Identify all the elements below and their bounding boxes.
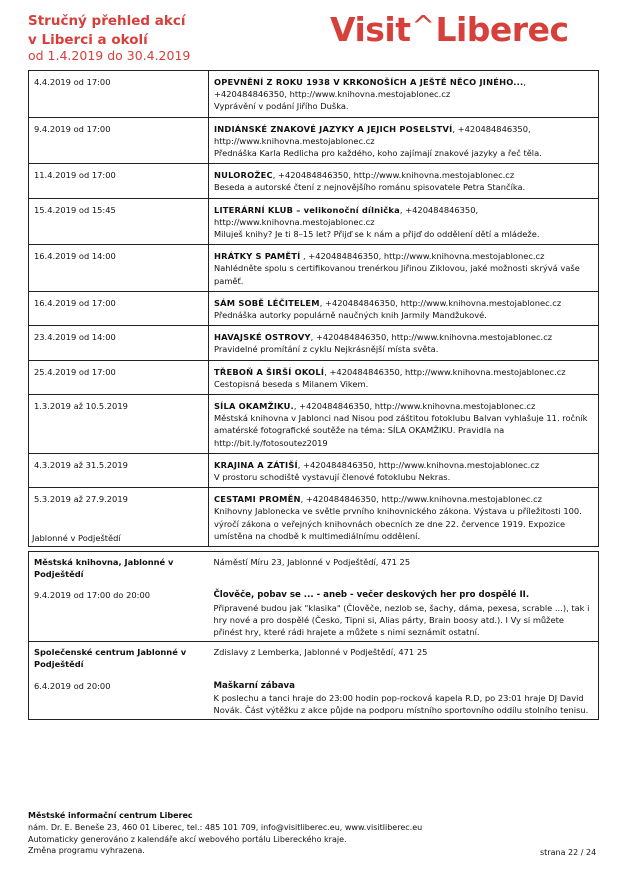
venue-event-desc: K poslechu a tanci hraje do 23:00 hodin pop-rocková kapela R.D, po 23:01 hraje DJ David Novák. Část výtěžku z akce půjde na podporu místního sportovního oddílu stolního tenisu. — [213, 692, 589, 716]
event-row — [29, 395, 599, 454]
page-number: strana 22 / 24 — [540, 848, 597, 857]
event-description: Pravidelné promítání z cyklu Nejkrásnější místa světa. — [214, 344, 439, 355]
event-date: 9.4.2019 od 17:00 — [29, 117, 209, 164]
venue-event-desc: Připravené budou jak "klasika" (Člověče, nezlob se, šachy, dáma, pexesa, scrable ...), tak i hry nové a pro dospělé (Česko, Tipni si, Alias párty, Brain boosy atd.). I Vy si můžete přinést hry, které rádi hrajete a můžete s nimi seznámit ostatní. — [213, 602, 590, 638]
event-description: Knihovny Jablonecka ve světle prvního knihovnického zákona. Výstava u příležitosti 100. výročí zákona o veřejných knihovnách obecních ze dne 22. července 1919. Expozice umístěna na chodbě k multimediálnímu oddělení. — [214, 506, 582, 541]
event-date: 4.3.2019 až 31.5.2019 — [29, 453, 209, 487]
document-title — [28, 12, 328, 50]
event-date: 25.4.2019 od 17:00 — [29, 360, 209, 394]
date-range: od 1.4.2019 do 30.4.2019 — [28, 48, 191, 63]
event-row — [29, 360, 599, 394]
event-contact: , +420484846350, http://www.knihovna.mestojablonec.cz — [214, 204, 479, 227]
event-title: KRAJINA A ZÁTIŠÍ — [214, 459, 298, 470]
title-line-1: Stručný přehled akcí — [28, 13, 186, 29]
venue-event-row — [29, 583, 599, 641]
event-title: HRÁTKY S PAMĚTÍ — [214, 251, 301, 262]
venue-row — [29, 642, 599, 674]
event-description: Nahlédněte spolu s certifikovanou trenérkou Jiřinou Ziklovou, jaké možnosti skrývá vaše paměť. — [214, 263, 580, 286]
event-description: Cestopisná beseda s Milanem Vikem. — [214, 378, 369, 389]
venue-row — [29, 552, 599, 584]
footer-address: nám. Dr. E. Beneše 23, 460 01 Liberec, tel.: 485 101 709, info@visitliberec.eu, www.visitliberec.eu — [28, 822, 423, 832]
venue-event-title: Člověče, pobav se ... - aneb - večer deskových her pro dospělé II. — [213, 590, 530, 601]
event-row — [29, 117, 599, 164]
event-title: LITERÁRNÍ KLUB – velikonoční dílnička — [214, 204, 400, 215]
event-description: Beseda a autorské čtení z nejnovějšího románu spisovatele Petra Stančíka. — [214, 182, 526, 193]
event-date: 16.4.2019 od 17:00 — [29, 291, 209, 325]
event-title: TŘEBOŇ A ŠIRŠÍ OKOLÍ — [214, 366, 325, 377]
event-description: Miluješ knihy? Je ti 8–15 let? Přijď se k nám a přijď do oddělení dětí a mládeže. — [214, 229, 540, 240]
event-contact: , +420484846350, http://www.knihovna.mestojablonec.cz — [300, 494, 543, 505]
footer-organization: Městské informační centrum Liberec — [28, 811, 193, 820]
event-row — [29, 198, 599, 245]
event-date: 1.3.2019 až 10.5.2019 — [29, 395, 209, 454]
event-contact: , +420484846350, http://www.knihovna.mestojablonec.cz — [293, 401, 536, 412]
event-description: Přednáška autorky populárně naučných knih Jarmily Mandžukové. — [214, 310, 487, 321]
event-contact: , +420484846350, http://www.knihovna.mestojablonec.cz — [319, 297, 562, 308]
event-date: 5.3.2019 až 27.9.2019 — [29, 488, 209, 547]
venue-event-title: Maškarní zábava — [213, 680, 295, 691]
event-row — [29, 453, 599, 487]
event-description: Vyprávění v podání Jiřího Duška. — [214, 101, 349, 112]
venue-event-date: 6.4.2019 od 20:00 — [34, 680, 111, 691]
venue-address: Zdislavy z Lemberka, Jablonné v Podještědí, 471 25 — [209, 642, 599, 674]
event-row — [29, 245, 599, 292]
event-date: 4.4.2019 od 17:00 — [29, 71, 209, 118]
event-title: NULOROŽEC — [214, 170, 273, 181]
event-row — [29, 164, 599, 198]
event-date: 15.4.2019 od 15:45 — [29, 198, 209, 245]
event-date: 23.4.2019 od 14:00 — [29, 326, 209, 360]
venue-address: Náměstí Míru 23, Jablonné v Podještědí, 471 25 — [213, 557, 411, 567]
venue-name: Společenské centrum Jablonné v Podještědí — [34, 647, 187, 670]
event-contact: , +420484846350, http://www.knihovna.mestojablonec.cz — [214, 77, 527, 100]
event-contact: , +420484846350, http://www.knihovna.mestojablonec.cz — [300, 251, 545, 262]
event-title: HAVAJSKÉ OSTROVY — [214, 332, 311, 343]
event-title: OPEVNĚNÍ Z ROKU 1938 V KRKONOŠÍCH A JEŠTĚ NĚCO JINÉHO... — [214, 77, 524, 87]
event-contact: , +420484846350, http://www.knihovna.mestojablonec.cz — [310, 332, 553, 343]
footer-note-changes: Změna programu vyhrazena. — [28, 846, 145, 856]
visit-liberec-logo — [330, 10, 602, 50]
venues-table — [28, 551, 599, 720]
logo-word-visit: Visit — [330, 10, 411, 49]
event-contact: , +420484846350, http://www.knihovna.mestojablonec.cz — [214, 123, 531, 146]
event-title: CESTAMI PROMĚN — [214, 494, 301, 505]
region-heading: Jablonné v Podještědí — [32, 533, 121, 543]
page-footer — [28, 810, 422, 857]
event-row — [29, 71, 599, 118]
venue-event-date: 9.4.2019 od 17:00 do 20:00 — [34, 590, 151, 601]
event-date: 16.4.2019 od 14:00 — [29, 245, 209, 292]
venue-name: Městská knihovna, Jablonné v Podještědí — [34, 557, 174, 580]
event-description: Městská knihovna v Jablonci nad Nisou pod záštitou fotoklubu Balvan vyhlašuje 11. ročník amatérské fotografické soutěže na téma: SÍLA OKAMŽIKU. Pravidla na http://bit.ly/fotosoutez2019 — [214, 413, 588, 448]
events-table — [28, 70, 599, 547]
event-date: 11.4.2019 od 17:00 — [29, 164, 209, 198]
event-title: SÍLA OKAMŽIKU. — [214, 401, 294, 412]
logo-caret: ^ — [411, 9, 435, 42]
event-description: V prostoru schodiště vystavují členové fotoklubu Nekras. — [214, 472, 451, 483]
event-description: Přednáška Karla Redlicha pro každého, koho zajímají znakové jazyky a řeč těla. — [214, 148, 542, 159]
event-contact: , +420484846350, http://www.knihovna.mestojablonec.cz — [272, 170, 515, 181]
logo-word-liberec: Liberec — [435, 10, 569, 49]
event-contact: , +420484846350, http://www.knihovna.mestojablonec.cz — [297, 459, 540, 470]
event-contact: , +420484846350, http://www.knihovna.mestojablonec.cz — [324, 366, 566, 377]
event-row — [29, 326, 599, 360]
title-line-2: v Liberci a okolí — [28, 32, 148, 48]
footer-note-generated: Automaticky generováno z kalendáře akcí webového portálu Libereckého kraje. — [28, 834, 347, 844]
event-row — [29, 291, 599, 325]
venue-event-row — [29, 674, 599, 720]
event-title: INDIÁNSKÉ ZNAKOVÉ JAZYKY A JEJICH POSELSTVÍ — [214, 123, 453, 134]
event-title: SÁM SOBĚ LÉČITELEM — [214, 297, 320, 308]
